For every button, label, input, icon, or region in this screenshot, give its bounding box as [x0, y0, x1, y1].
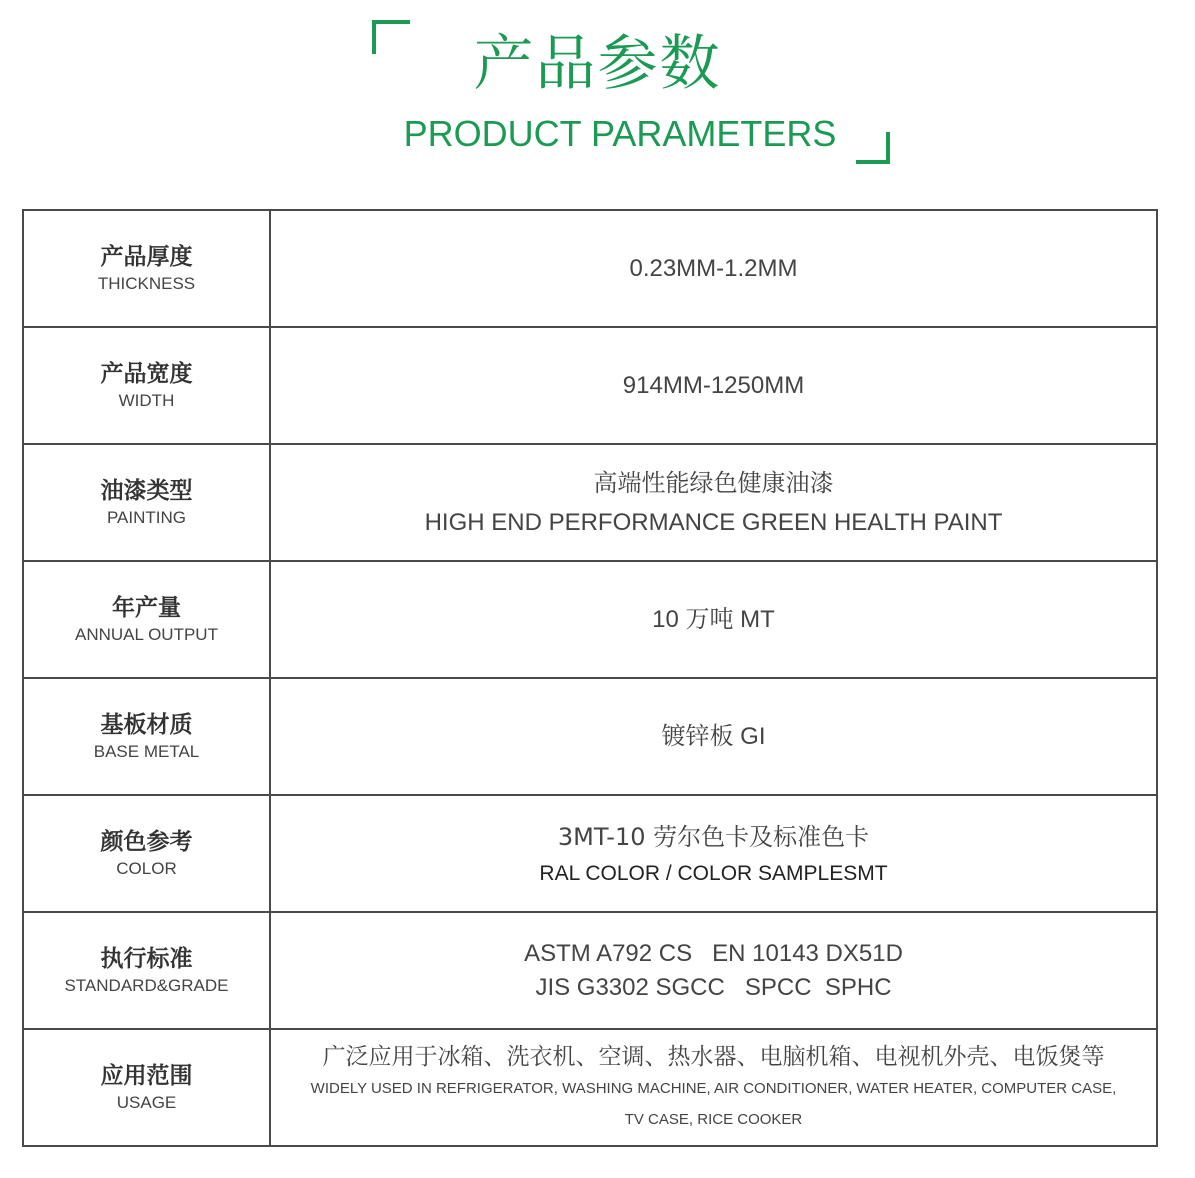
row-label-cn: 颜色参考	[100, 828, 193, 855]
row-label-en: COLOR	[116, 858, 177, 878]
row-label-cell	[23, 561, 270, 678]
corner-bracket-bottom-right	[856, 132, 890, 164]
row-value-cn: 广泛应用于冰箱、洗衣机、空调、热水器、电脑机箱、电视机外壳、电饭煲等	[322, 1043, 1105, 1070]
page-title-en: PRODUCT PARAMETERS	[403, 113, 837, 154]
row-value-cell	[270, 327, 1157, 444]
table-row-color	[23, 795, 1157, 912]
row-label-en: ANNUAL OUTPUT	[75, 624, 218, 644]
row-label-cell	[23, 678, 270, 795]
row-label-cn: 基板材质	[100, 711, 193, 738]
row-value-cell	[270, 561, 1157, 678]
row-label-cn: 执行标准	[100, 945, 193, 972]
row-label-en: PAINTING	[106, 507, 187, 527]
row-label-cell	[23, 210, 270, 327]
row-label-cell	[23, 1029, 270, 1146]
row-label-en: THICKNESS	[97, 273, 196, 293]
row-value-cell	[270, 210, 1157, 327]
row-value: 10 万吨 MT	[652, 605, 775, 633]
page-title-cn: 产品参数	[473, 29, 722, 99]
row-label-cell	[23, 327, 270, 444]
table-row-width	[23, 327, 1157, 444]
row-label-cell	[23, 444, 270, 561]
row-label-cn: 油漆类型	[100, 477, 193, 504]
row-label-en: STANDARD&GRADE	[64, 975, 229, 995]
row-label-cn: 产品厚度	[100, 243, 193, 270]
table-row-base-metal	[23, 678, 1157, 795]
parameters-table	[22, 209, 1158, 1147]
row-value: 镀锌板 GI	[661, 722, 766, 750]
row-value-cell	[270, 444, 1157, 561]
table-row-standard	[23, 912, 1157, 1029]
table-row-usage	[23, 1029, 1157, 1146]
row-value-en: RAL COLOR / COLOR SAMPLESMT	[539, 861, 888, 885]
row-value-cell	[270, 678, 1157, 795]
row-label-cn: 年产量	[112, 594, 181, 621]
row-value-cn: 3MT-10 劳尔色卡及标准色卡	[557, 822, 870, 851]
row-label-cn: 应用范围	[100, 1062, 193, 1089]
row-value-cell	[270, 795, 1157, 912]
row-value: 914MM-1250MM	[622, 371, 805, 399]
table-row-thickness	[23, 210, 1157, 327]
row-value-en: HIGH END PERFORMANCE GREEN HEALTH PAINT	[424, 508, 1003, 536]
row-value-line2: JIS G3302 SGCC SPCC SPHC	[535, 973, 892, 1001]
row-label-en: BASE METAL	[93, 741, 200, 761]
row-value-cell	[270, 1029, 1157, 1146]
row-value-cell	[270, 912, 1157, 1029]
row-value-en-line1: WIDELY USED IN REFRIGERATOR, WASHING MACHINE, AIR CONDITIONER, WATER HEATER, COMPUTER CASE,	[310, 1079, 1117, 1097]
row-label-en: WIDTH	[118, 390, 175, 410]
row-label-cn: 产品宽度	[100, 360, 193, 387]
row-value-cn: 高端性能绿色健康油漆	[593, 468, 834, 497]
row-value-line1: ASTM A792 CS EN 10143 DX51D	[524, 939, 903, 967]
row-label-en: USAGE	[116, 1092, 177, 1112]
row-value-en-line2: TV CASE, RICE COOKER	[624, 1110, 803, 1128]
row-label-cell	[23, 912, 270, 1029]
row-label-cell	[23, 795, 270, 912]
table-row-painting	[23, 444, 1157, 561]
table-row-annual-output	[23, 561, 1157, 678]
page-header	[0, 0, 1195, 200]
row-value: 0.23MM-1.2MM	[629, 254, 798, 282]
